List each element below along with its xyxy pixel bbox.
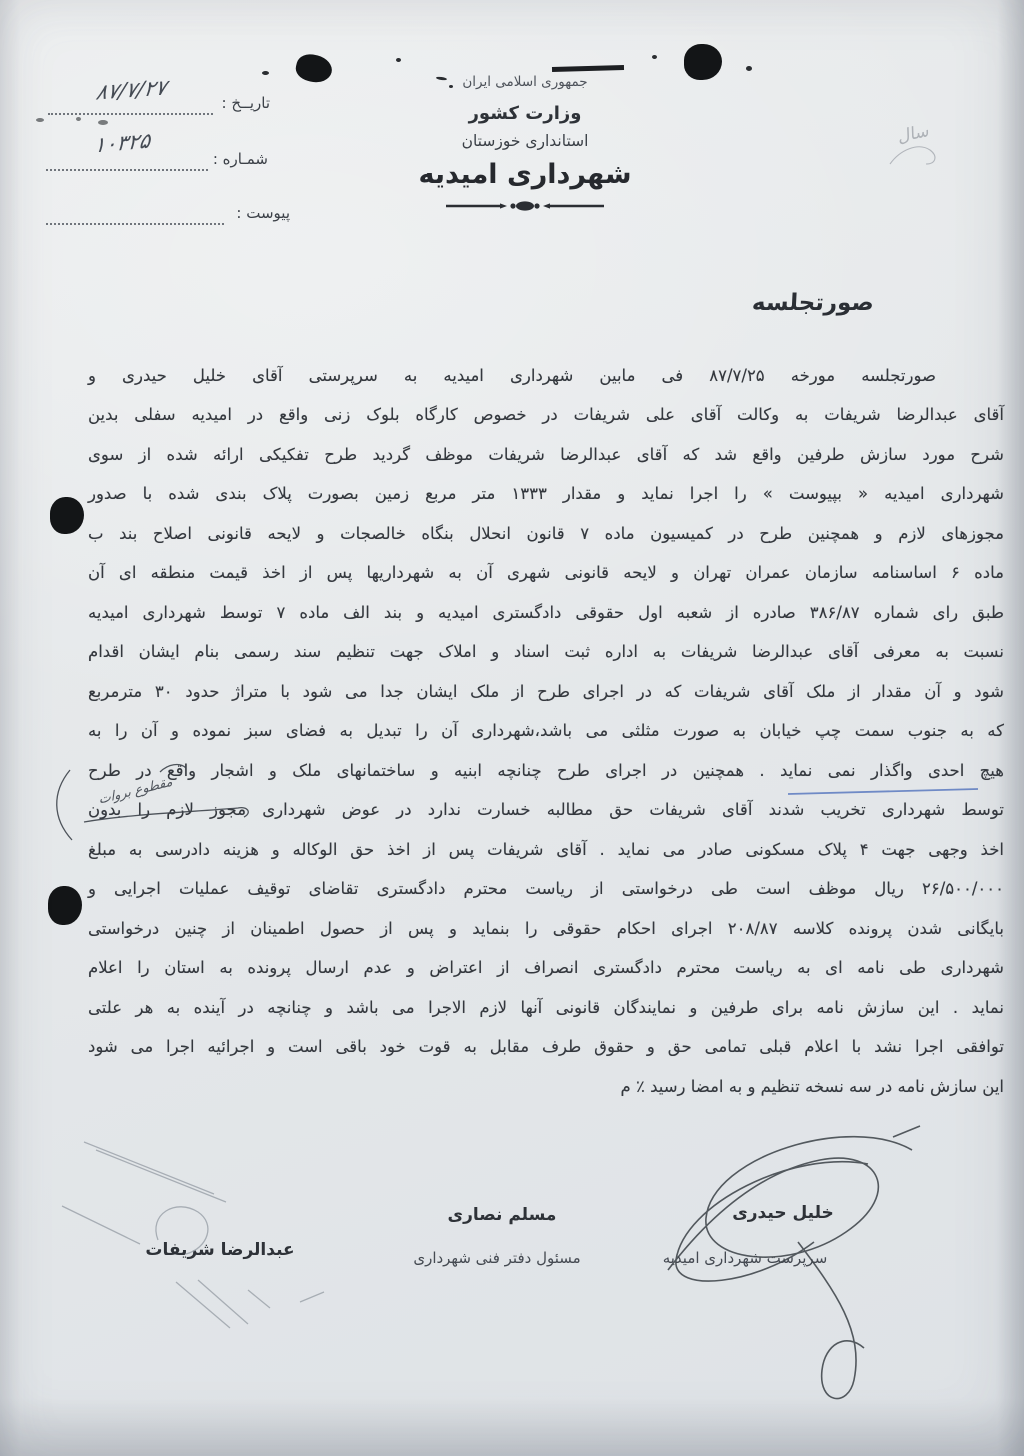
letterhead-governorate: استانداری خوزستان (461, 132, 589, 150)
attachment-dotted-line (46, 223, 224, 225)
body-line-15: بایگانی شدن پرونده کلاسه ۲۰۸/۸۷ اجرای احکام حقوقی را بنماید و پس از حصول اطمینان از چنین درخواستی (88, 919, 1005, 938)
scan-speck (76, 117, 81, 121)
body-line-17: نماید . این سازش نامه برای طرفین و نمایندگان قانونی آنها لازم الاجرا می باشد و چنانچه در آینده به هر علتی (88, 998, 1004, 1017)
date-label: تاریــخ : (221, 94, 270, 112)
scan-speck (36, 118, 44, 122)
signature-left-name: عبدالرضا شریفات (145, 1240, 295, 1260)
body-line-7: طبق رای شماره ۳۸۶/۸۷ صادره از شعبه اول حقوقی دادگستری امیدیه و بند الف ماده ۷ توسط شهرداری امیدیه (88, 603, 1005, 622)
corner-squiggle (890, 147, 935, 164)
body-line-6: ماده ۶ اساسنامه سازمان عمران تهران و لایحه قانونی شهری آن به شهرداریها پس از اخذ قیمت منطقه ای آن (88, 563, 1004, 582)
body-line-16: شهرداری طی نامه ای به ریاست محترم دادگستری انصراف از اعتراض و عدم ارسال پرونده به استان را اعلام (88, 958, 1004, 977)
scan-speck (98, 120, 108, 125)
signature-left-strokes (62, 1142, 324, 1328)
body-line-14: ۲۶/۵۰۰/۰۰۰ ریال موظف است طی درخواستی از ریاست محترم دادگستری تقاضای توقیف عملیات اجرایی و (88, 879, 1004, 898)
body-line-10: که به جنوب سمت چپ خیابان به صورت مثلثی می باشد،شهرداری آن را تبدیل به فضای سبز نموده و آن را به (88, 721, 1004, 740)
attachment-label: پیوست : (236, 204, 290, 222)
ink-blob-top-right (684, 44, 722, 80)
letterhead-country: جمهوری اسلامی ایران (462, 74, 588, 90)
handwritten-number-value: ۱۰۳۲۵ (93, 128, 152, 158)
signature-right-role: سرپرست شهرداری امیدیه (662, 1249, 828, 1267)
pencil-scribble: سال (897, 120, 930, 148)
body-line-5: مجوزهای لازم و همچنین طرح در کمیسیون ماده ۷ قانون انحلال بنگاه خالصجات و لایحه قانونی اصلاح بند ب (88, 524, 1004, 543)
ornament-divider-icon (370, 198, 680, 217)
scan-speck (746, 66, 752, 71)
signature-center-role: مسئول دفتر فنی شهرداری (413, 1249, 581, 1267)
body-line-13: اخذ وجهی جهت ۴ پلاک مسکونی صادر می نماید . آقای شریفات پس از اخذ حق الوکاله و هزینه دادرسی به مبلغ (88, 840, 1004, 859)
letterhead-municipality: شهرداری امیدیه (418, 159, 632, 190)
body-line-2: آقای عبدالرضا شریفات به وکالت آقای علی شریفات در خصوص کارگاه بلوک زنی واقع در امیدیه سفلی بدین (88, 405, 1004, 424)
letterhead (370, 74, 680, 217)
body-line-18: توافقی اجرا نشد با اعلام قبلی تمامی حق و حقوق طرف مقابل به قوت خود باقی است و اجرائیه اجرا می شود (88, 1037, 1004, 1056)
body-line-19: این سازش نامه در سه نسخه تنظیم و به امضا رسید ٪ م (620, 1077, 1004, 1096)
body-line-4: شهرداری امیدیه « بپیوست » را اجرا نماید و مقدار ۱۳۳۳ متر مربع زمین بصورت پلاک بندی شده با صدور (88, 484, 1004, 503)
body-line-9: شود و آن مقدار از ملک آقای شریفات که در اجرای طرح از ملک ایشان جدا می شود با متراژ حدود ۳۰ مترمربع (88, 682, 1005, 701)
blue-underline (788, 789, 978, 794)
date-dotted-line (48, 113, 213, 115)
scan-dash-artifact (552, 65, 624, 72)
ink-blob-top-left (293, 51, 334, 86)
document-title: صورتجلسه (751, 290, 875, 316)
letterhead-ministry: وزارت کشور (468, 103, 582, 124)
signature-right-name: خلیل حیدری (732, 1203, 834, 1223)
scan-speck (262, 71, 269, 75)
scan-speck (652, 55, 657, 59)
number-dotted-line (46, 169, 208, 171)
scan-speck (449, 85, 453, 88)
body-line-12: توسط شهرداری تخریب شدند آقای شریفات حق مطالبه خسارت ندارد در عوض شهرداری مجوز لازم را بدون (88, 800, 1004, 819)
body-line-8: نسبت به معرفی آقای عبدالرضا شریفات به اداره ثبت اسناد و املاک جهت تنظیم سند رسمی بنام ایشان اقدام (88, 642, 1004, 661)
signature-center-name: مسلم نصاری (447, 1205, 557, 1225)
punch-hole-lower (48, 886, 82, 925)
body-line-3: شرح مورد سازش طرفین واقع شد که آقای عبدالرضا شریفات موظف گردید طرح تفکیکی ارائه شده از سوی (88, 445, 1004, 464)
handwritten-margin-note: مقطوع بروات (98, 774, 174, 808)
number-label: شمـاره : (212, 150, 268, 168)
scan-speck (396, 58, 401, 62)
body-line-1: صورتجلسه مورخه ۸۷/۷/۲۵ فی مابین شهرداری امیدیه به سرپرستی آقای خلیل حیدری و (88, 366, 936, 385)
punch-hole-upper (50, 497, 84, 534)
body-line-11: هیچ احدی واگذار نمی نماید . همچنین در اجرای طرح چنانچه ابنیه و ساختمانهای ملک و اشجار واقع در طرح (88, 761, 1004, 780)
handwritten-date-value: ۸۷/۷/۲۷ (94, 75, 169, 105)
